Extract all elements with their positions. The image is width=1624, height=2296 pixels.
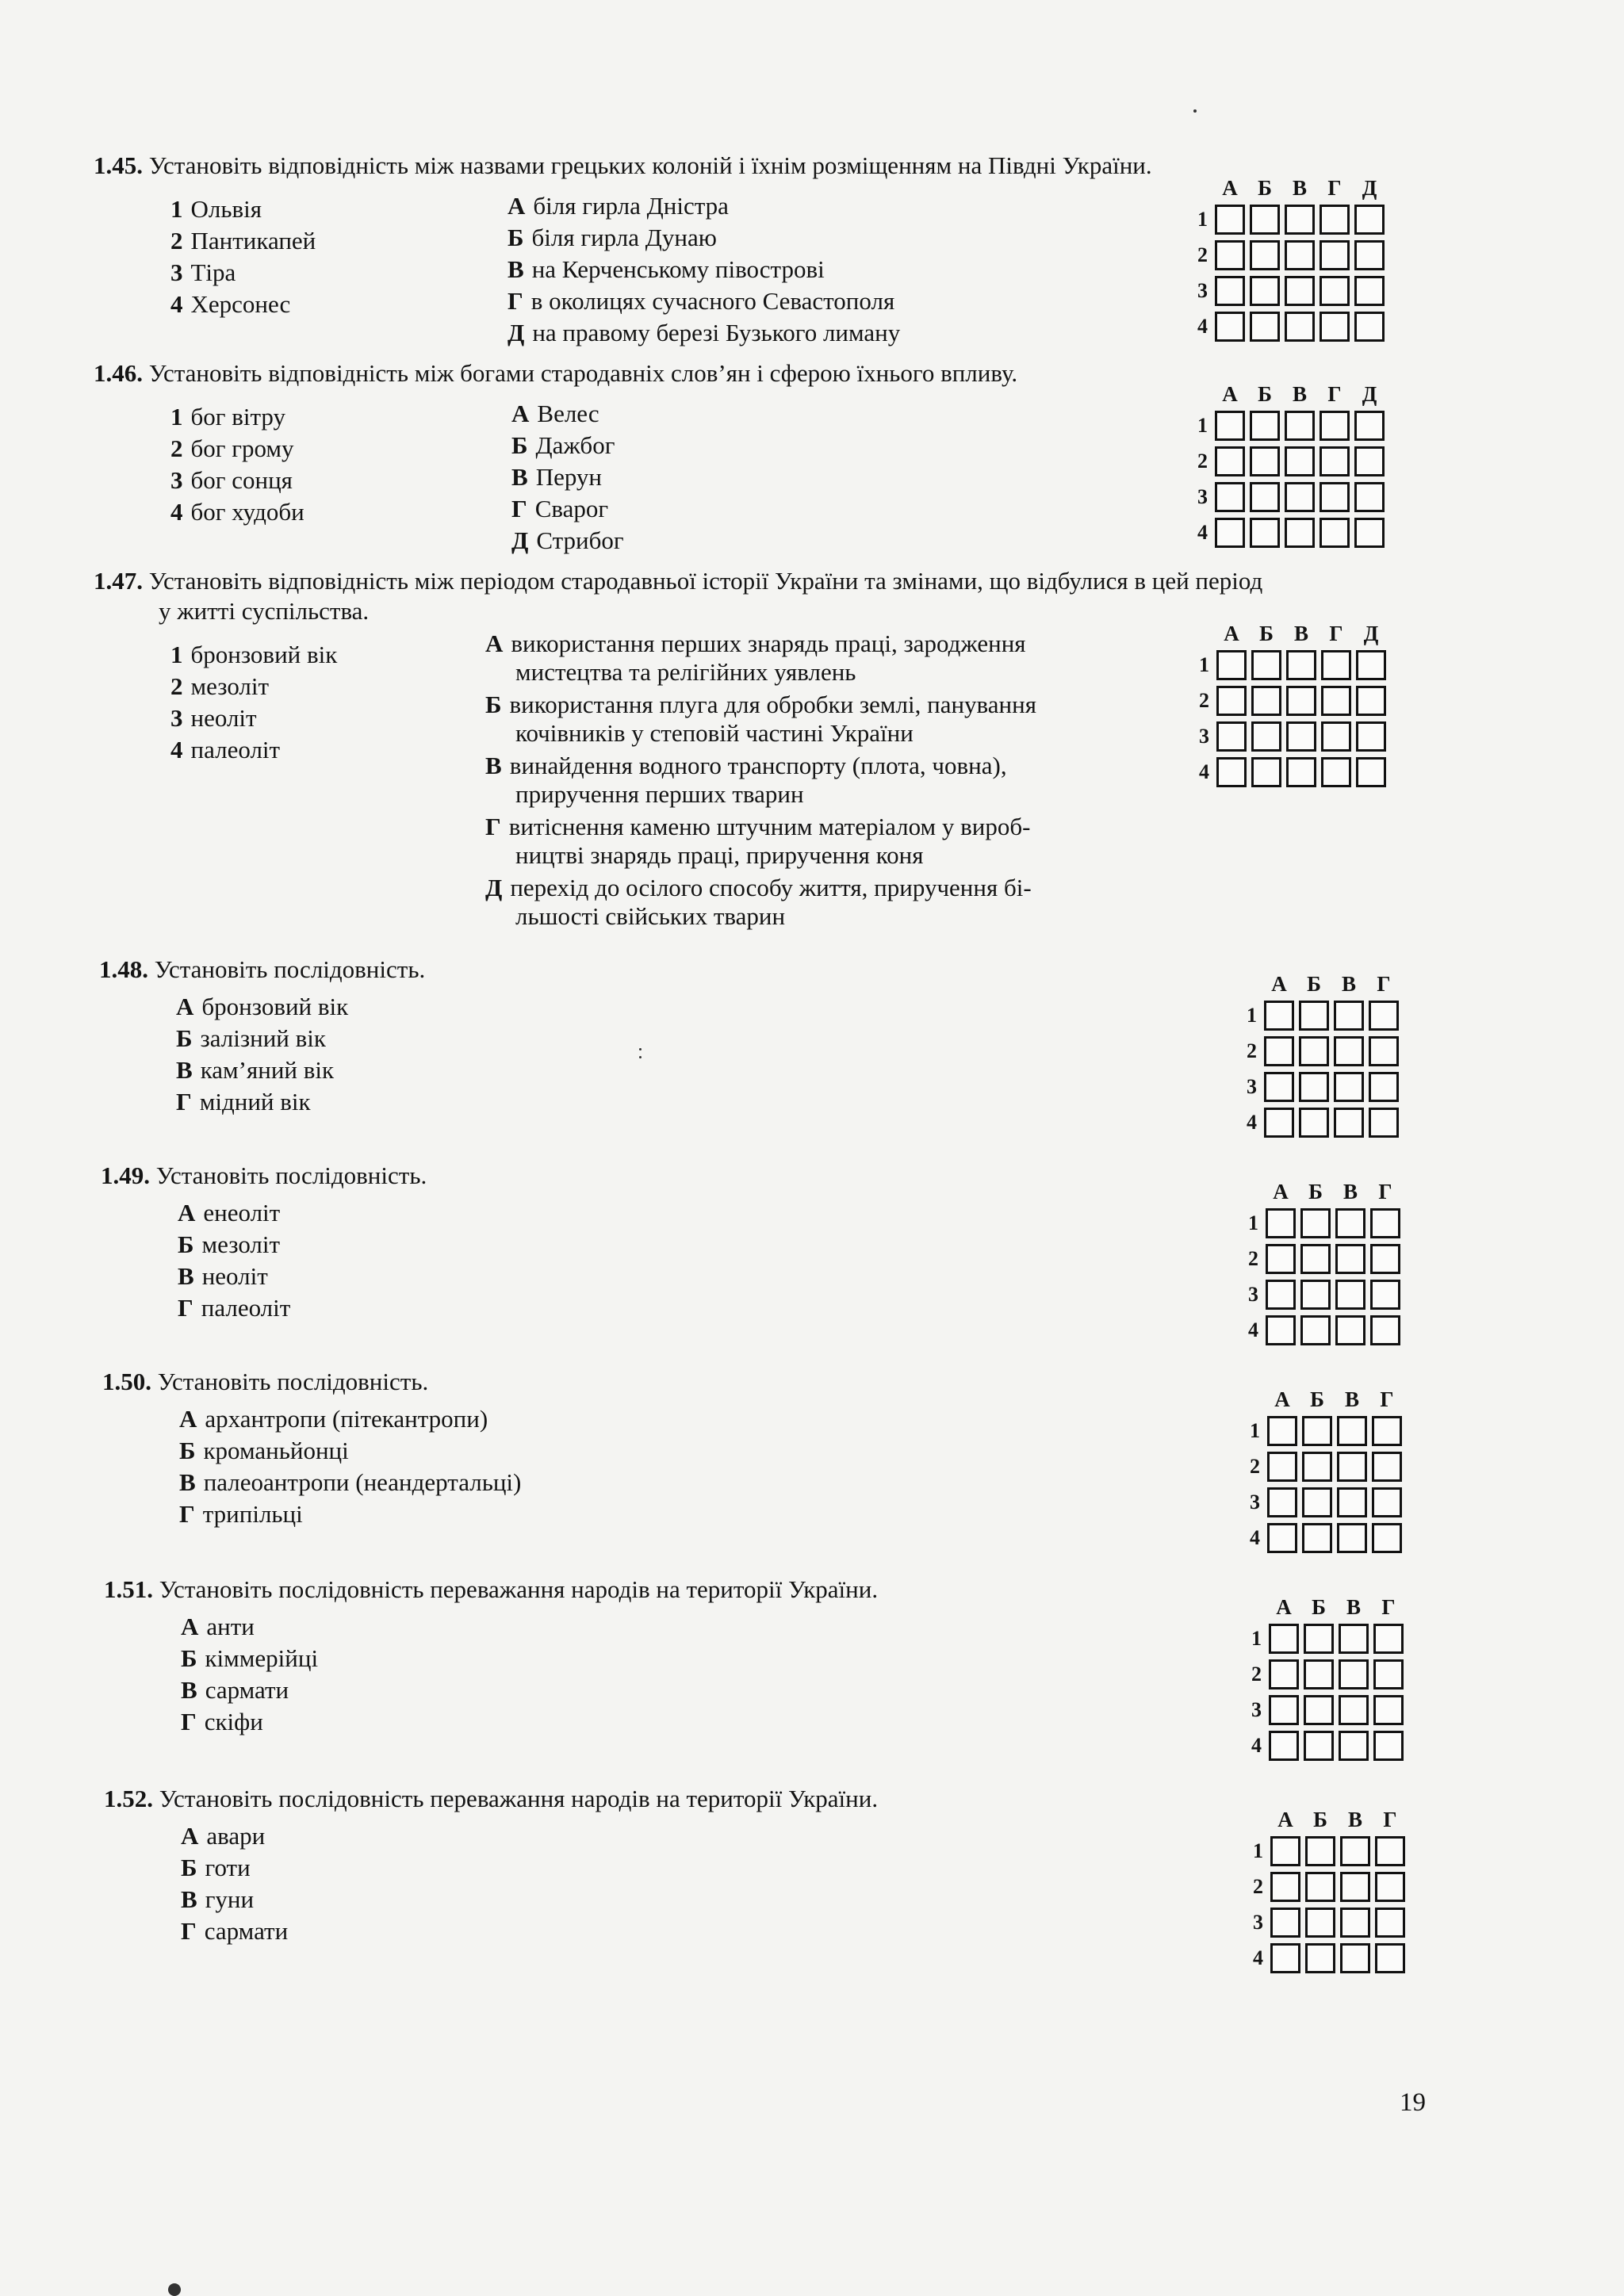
grid-row-label: 2	[1197, 243, 1208, 266]
grid-row-label: 2	[1250, 1455, 1260, 1478]
answer-cell[interactable]	[1369, 1072, 1399, 1102]
grid-column-label: А	[1277, 1808, 1293, 1831]
answer-cell[interactable]	[1373, 1731, 1404, 1761]
sequence-items	[181, 1820, 288, 1947]
question-stem	[104, 1784, 878, 1814]
answer-cell[interactable]	[1216, 650, 1247, 680]
sequence-items	[176, 991, 348, 1118]
answer-cell[interactable]	[1299, 1036, 1329, 1066]
grid-column-label: Б	[1312, 1595, 1326, 1619]
answer-cell[interactable]	[1267, 1523, 1297, 1553]
question-text: Установіть послідовність переважання народів на території України.	[159, 1785, 879, 1812]
list-item: 3 неоліт	[170, 704, 257, 732]
answer-cell[interactable]	[1250, 205, 1280, 235]
answer-cell[interactable]	[1286, 721, 1316, 752]
answer-cell[interactable]	[1335, 1280, 1365, 1310]
grid-column-label: А	[1222, 176, 1238, 200]
list-item: 2 мезоліт	[170, 672, 270, 700]
answer-cell[interactable]	[1334, 1036, 1364, 1066]
question-text: Установіть відповідність між періодом стародавньої історії України та змінами, що відбулися в цей період	[148, 567, 1263, 595]
grid-row-label: 4	[1251, 1734, 1262, 1757]
answer-cell[interactable]	[1267, 1452, 1297, 1482]
question-number: 1.45.	[94, 151, 143, 179]
question-stem	[94, 151, 1152, 181]
grid-column-label: В	[1292, 176, 1307, 200]
answer-cell[interactable]	[1320, 411, 1350, 441]
grid-column-label: Д	[1362, 176, 1377, 200]
grid-row-label: 4	[1248, 1318, 1258, 1341]
answer-cell[interactable]	[1334, 1001, 1364, 1031]
answer-cell[interactable]	[1369, 1108, 1399, 1138]
question-number: 1.47.	[94, 567, 143, 595]
grid-row-label: 3	[1197, 279, 1208, 302]
answer-cell[interactable]	[1251, 757, 1281, 787]
grid-row-label: 1	[1197, 208, 1208, 231]
list-item: 3 Тіра	[170, 258, 236, 286]
list-item: 2 Пантикапей	[170, 227, 316, 254]
question-text: Установіть послідовність.	[157, 1368, 429, 1395]
grid-column-label: В	[1293, 622, 1308, 645]
answer-cell[interactable]	[1251, 686, 1281, 716]
answer-cell[interactable]	[1339, 1731, 1369, 1761]
answer-cell[interactable]	[1373, 1659, 1404, 1689]
answer-cell[interactable]	[1337, 1523, 1367, 1553]
answer-cell[interactable]	[1354, 240, 1385, 270]
answer-cell[interactable]	[1216, 721, 1247, 752]
grid-column-label: Г	[1381, 1595, 1396, 1619]
list-item: В палеоантропи (неандертальці)	[179, 1468, 522, 1496]
answer-cell[interactable]	[1335, 1315, 1365, 1345]
option-item: А біля гирла Дністра	[508, 192, 729, 220]
answer-cell[interactable]	[1373, 1695, 1404, 1725]
answer-cell[interactable]	[1335, 1244, 1365, 1274]
left-column	[170, 193, 316, 320]
answer-cell[interactable]	[1299, 1001, 1329, 1031]
answer-cell[interactable]	[1216, 757, 1247, 787]
answer-cell[interactable]	[1337, 1416, 1367, 1446]
answer-cell[interactable]	[1269, 1659, 1299, 1689]
sequence-items	[179, 1403, 521, 1530]
answer-cell[interactable]	[1320, 518, 1350, 548]
option-item: В Перун	[511, 463, 603, 491]
answer-cell[interactable]	[1269, 1695, 1299, 1725]
list-item: 4 палеоліт	[170, 736, 281, 763]
option-item: Б біля гирла Дунаю	[508, 224, 717, 251]
answer-cell[interactable]	[1270, 1836, 1300, 1866]
grid-row-label: 1	[1253, 1839, 1263, 1862]
grid-column-label: Б	[1310, 1387, 1324, 1411]
answer-cell[interactable]	[1300, 1244, 1331, 1274]
answer-cell[interactable]	[1354, 312, 1385, 342]
answer-cell[interactable]	[1321, 721, 1351, 752]
question-stem	[94, 566, 1262, 626]
answer-cell[interactable]	[1370, 1244, 1400, 1274]
answer-cell[interactable]	[1375, 1908, 1405, 1938]
answer-cell[interactable]	[1320, 276, 1350, 306]
answer-cell[interactable]	[1302, 1523, 1332, 1553]
list-item: 3 бог сонця	[170, 466, 293, 494]
grid-row-label: 4	[1197, 315, 1208, 338]
grid-row-label: 1	[1250, 1419, 1260, 1442]
grid-column-label: В	[1346, 1595, 1361, 1619]
answer-cell[interactable]	[1321, 650, 1351, 680]
answer-cell[interactable]	[1375, 1836, 1405, 1866]
question-text: Установіть відповідність між богами стародавніх слов’ян і сферою їхнього впливу.	[148, 359, 1018, 387]
grid-row-label: 3	[1253, 1911, 1263, 1934]
answer-cell[interactable]	[1370, 1315, 1400, 1345]
option-item: Д Стрибог	[511, 526, 624, 554]
answer-cell[interactable]	[1320, 240, 1350, 270]
grid-column-label: В	[1342, 1180, 1358, 1203]
list-item: В неоліт	[178, 1262, 268, 1290]
list-item: Г палеоліт	[178, 1294, 291, 1322]
answer-cell[interactable]	[1267, 1416, 1297, 1446]
answer-cell[interactable]	[1215, 205, 1245, 235]
answer-cell[interactable]	[1372, 1452, 1402, 1482]
list-item: 4 Херсонес	[170, 290, 291, 318]
answer-cell[interactable]	[1354, 518, 1385, 548]
answer-cell[interactable]	[1305, 1836, 1335, 1866]
grid-column-label: А	[1222, 382, 1238, 406]
answer-cell[interactable]	[1266, 1280, 1296, 1310]
answer-cell[interactable]	[1354, 482, 1385, 512]
grid-row-label: 4	[1250, 1526, 1260, 1549]
grid-row-label: 1	[1251, 1627, 1262, 1650]
answer-cell[interactable]	[1264, 1108, 1294, 1138]
answer-cell[interactable]	[1340, 1943, 1370, 1973]
question-stem	[99, 955, 425, 985]
grid-row-label: 2	[1197, 450, 1208, 473]
answer-cell[interactable]	[1354, 276, 1385, 306]
question-text: Установіть послідовність переважання народів на території України.	[159, 1575, 879, 1603]
list-item: В гуни	[181, 1885, 255, 1913]
option-item: В винайдення водного транспорту (плота, човна), приручення перших тварин	[485, 752, 1007, 808]
grid-column-label: Д	[1362, 382, 1377, 406]
answer-cell[interactable]	[1215, 446, 1245, 476]
answer-cell[interactable]	[1369, 1001, 1399, 1031]
answer-cell[interactable]	[1266, 1315, 1296, 1345]
question-text: Установіть послідовність.	[154, 955, 426, 983]
answer-cell[interactable]	[1285, 312, 1315, 342]
grid-row-label: 4	[1247, 1111, 1257, 1134]
answer-cell[interactable]	[1337, 1487, 1367, 1517]
answer-cell[interactable]	[1300, 1208, 1331, 1238]
answer-cell[interactable]	[1375, 1872, 1405, 1902]
answer-cell[interactable]	[1269, 1624, 1299, 1654]
answer-cell[interactable]	[1321, 757, 1351, 787]
option-item: Г в околицях сучасного Севастополя	[508, 287, 895, 315]
question-stem	[102, 1367, 428, 1397]
answer-cell[interactable]	[1304, 1659, 1334, 1689]
grid-column-label: В	[1344, 1387, 1359, 1411]
grid-column-label: Б	[1313, 1808, 1327, 1831]
answer-cell[interactable]	[1215, 276, 1245, 306]
answer-cell[interactable]	[1354, 411, 1385, 441]
option-item: Д перехід до осілого способу життя, приручення бі- льшості свійських тварин	[485, 874, 1032, 930]
question-number: 1.46.	[94, 359, 143, 387]
grid-row-label: 2	[1247, 1039, 1257, 1062]
answer-cell[interactable]	[1266, 1244, 1296, 1274]
list-item: 1 бронзовий вік	[170, 641, 338, 668]
left-column	[170, 401, 304, 528]
answer-cell[interactable]	[1302, 1416, 1332, 1446]
answer-cell[interactable]	[1270, 1872, 1300, 1902]
answer-cell[interactable]	[1299, 1072, 1329, 1102]
option-item: А Велес	[511, 400, 599, 427]
answer-cell[interactable]	[1339, 1695, 1369, 1725]
question-text-continued: у житті суспільства.	[159, 597, 370, 625]
answer-cell[interactable]	[1340, 1836, 1370, 1866]
answer-cell[interactable]	[1300, 1315, 1331, 1345]
list-item: А енеоліт	[178, 1199, 281, 1226]
answer-cell[interactable]	[1285, 518, 1315, 548]
grid-row-label: 2	[1251, 1663, 1262, 1686]
answer-cell[interactable]	[1335, 1208, 1365, 1238]
grid-row-label: 3	[1251, 1698, 1262, 1721]
answer-cell[interactable]	[1302, 1452, 1332, 1482]
answer-cell[interactable]	[1251, 721, 1281, 752]
grid-column-label: Б	[1308, 1180, 1323, 1203]
answer-cell[interactable]	[1304, 1624, 1334, 1654]
answer-cell[interactable]	[1320, 312, 1350, 342]
page-number: 19	[1400, 2088, 1426, 2117]
grid-column-label: Б	[1258, 176, 1272, 200]
grid-column-label: Г	[1378, 1180, 1392, 1203]
grid-column-label: А	[1273, 1180, 1289, 1203]
grid-column-label: Г	[1377, 972, 1391, 996]
answer-cell[interactable]	[1369, 1036, 1399, 1066]
answer-cell[interactable]	[1267, 1487, 1297, 1517]
answer-cell[interactable]	[1304, 1695, 1334, 1725]
answer-cell[interactable]	[1286, 650, 1316, 680]
list-item: Г мідний вік	[176, 1088, 311, 1115]
grid-column-label: Г	[1383, 1808, 1397, 1831]
answer-cell[interactable]	[1356, 721, 1386, 752]
answer-cell[interactable]	[1264, 1072, 1294, 1102]
answer-cell[interactable]	[1299, 1108, 1329, 1138]
list-item: Б кроманьйонці	[179, 1437, 349, 1464]
answer-cell[interactable]	[1356, 757, 1386, 787]
grid-row-label: 1	[1199, 653, 1209, 676]
sequence-items	[178, 1197, 290, 1324]
option-item: Б Дажбог	[511, 431, 615, 459]
answer-cell[interactable]	[1304, 1731, 1334, 1761]
answer-cell[interactable]	[1286, 757, 1316, 787]
answer-cell[interactable]	[1305, 1908, 1335, 1938]
answer-cell[interactable]	[1286, 686, 1316, 716]
list-item: Б залізний вік	[176, 1024, 326, 1052]
answer-cell[interactable]	[1250, 276, 1280, 306]
answer-cell[interactable]	[1302, 1487, 1332, 1517]
answer-cell[interactable]	[1300, 1280, 1331, 1310]
sequence-items	[181, 1611, 318, 1738]
option-item: В на Керченському півострові	[508, 255, 825, 283]
answer-cell[interactable]	[1339, 1659, 1369, 1689]
question-text: Установіть послідовність.	[155, 1161, 427, 1189]
left-column	[170, 639, 337, 766]
list-item: А авари	[181, 1822, 266, 1850]
list-item: В кам’яний вік	[176, 1056, 335, 1084]
answer-cell[interactable]	[1356, 686, 1386, 716]
grid-row-label: 4	[1197, 521, 1208, 544]
answer-cell[interactable]	[1320, 205, 1350, 235]
scan-speck	[639, 1056, 642, 1058]
answer-cell[interactable]	[1215, 240, 1245, 270]
answer-cell[interactable]	[1285, 446, 1315, 476]
answer-cell[interactable]	[1305, 1943, 1335, 1973]
grid-column-label: Г	[1327, 382, 1342, 406]
option-item: А використання перших знарядь праці, зародження мистецтва та релігійних уявлень	[485, 629, 1026, 686]
grid-column-label: Б	[1258, 382, 1272, 406]
answer-cell[interactable]	[1334, 1108, 1364, 1138]
grid-row-label: 2	[1199, 689, 1209, 712]
grid-column-label: А	[1276, 1595, 1292, 1619]
grid-row-label: 3	[1197, 485, 1208, 508]
answer-cell[interactable]	[1373, 1624, 1404, 1654]
question-number: 1.52.	[104, 1785, 153, 1812]
answer-cell[interactable]	[1270, 1908, 1300, 1938]
answer-cell[interactable]	[1320, 482, 1350, 512]
answer-cell[interactable]	[1372, 1487, 1402, 1517]
grid-column-label: А	[1224, 622, 1239, 645]
answer-cell[interactable]	[1250, 411, 1280, 441]
answer-cell[interactable]	[1354, 446, 1385, 476]
answer-cell[interactable]	[1285, 205, 1315, 235]
grid-column-label: В	[1341, 972, 1356, 996]
answer-cell[interactable]	[1269, 1731, 1299, 1761]
right-column	[511, 398, 624, 557]
option-item: Д на правому березі Бузького лиману	[508, 319, 901, 346]
answer-cell[interactable]	[1340, 1908, 1370, 1938]
question-number: 1.49.	[101, 1161, 150, 1189]
grid-row-label: 1	[1248, 1211, 1258, 1234]
list-item: Г скіфи	[181, 1708, 263, 1735]
list-item: А анти	[181, 1613, 255, 1640]
answer-cell[interactable]	[1215, 482, 1245, 512]
answer-cell[interactable]	[1372, 1523, 1402, 1553]
answer-cell[interactable]	[1250, 482, 1280, 512]
question-text: Установіть відповідність між назвами грецьких колоній і їхнім розміщенням на Півдні України.	[148, 151, 1152, 179]
grid-column-label: А	[1271, 972, 1287, 996]
list-item: 2 бог грому	[170, 434, 294, 462]
answer-cell[interactable]	[1340, 1872, 1370, 1902]
list-item: Б мезоліт	[178, 1230, 281, 1258]
right-column	[485, 629, 1036, 935]
answer-cell[interactable]	[1356, 650, 1386, 680]
grid-column-label: Г	[1327, 176, 1342, 200]
answer-cell[interactable]	[1215, 518, 1245, 548]
answer-cell[interactable]	[1375, 1943, 1405, 1973]
answer-cell[interactable]	[1266, 1208, 1296, 1238]
answer-cell[interactable]	[1334, 1072, 1364, 1102]
answer-cell[interactable]	[1339, 1624, 1369, 1654]
grid-column-label: Г	[1380, 1387, 1394, 1411]
answer-cell[interactable]	[1215, 411, 1245, 441]
answer-cell[interactable]	[1285, 240, 1315, 270]
grid-column-label: Б	[1307, 972, 1321, 996]
option-item: Б використання плуга для обробки землі, панування кочівників у степовій частині України	[485, 691, 1036, 747]
right-column	[508, 190, 900, 349]
grid-row-label: 3	[1247, 1075, 1257, 1098]
answer-cell[interactable]	[1285, 276, 1315, 306]
grid-row-label: 1	[1247, 1004, 1257, 1027]
answer-cell[interactable]	[1372, 1416, 1402, 1446]
answer-cell[interactable]	[1250, 312, 1280, 342]
grid-row-label: 2	[1248, 1247, 1258, 1270]
list-item: Б готи	[181, 1854, 251, 1881]
list-item: Г сармати	[181, 1917, 289, 1945]
question-stem	[104, 1575, 878, 1605]
question-number: 1.48.	[99, 955, 148, 983]
answer-cell[interactable]	[1370, 1208, 1400, 1238]
answer-cell[interactable]	[1285, 411, 1315, 441]
answer-cell[interactable]	[1264, 1001, 1294, 1031]
scan-speck	[1193, 109, 1197, 113]
list-item: 1 Ольвія	[170, 195, 262, 223]
grid-column-label: В	[1347, 1808, 1362, 1831]
answer-cell[interactable]	[1250, 446, 1280, 476]
answer-cell[interactable]	[1305, 1872, 1335, 1902]
answer-cell[interactable]	[1354, 205, 1385, 235]
grid-column-label: Д	[1363, 622, 1379, 645]
grid-row-label: 3	[1250, 1490, 1260, 1513]
list-item: В сармати	[181, 1676, 289, 1704]
question-number: 1.50.	[102, 1368, 151, 1395]
grid-row-label: 3	[1199, 725, 1209, 748]
grid-column-label: Г	[1329, 622, 1343, 645]
list-item: А архантропи (пітекантропи)	[179, 1405, 488, 1433]
answer-cell[interactable]	[1337, 1452, 1367, 1482]
option-item: Г витіснення каменю штучним матеріалом у вироб- ництві знарядь праці, приручення коня	[485, 813, 1031, 869]
answer-cell[interactable]	[1251, 650, 1281, 680]
grid-row-label: 3	[1248, 1283, 1258, 1306]
question-stem	[101, 1161, 427, 1191]
list-item: 4 бог худоби	[170, 498, 304, 526]
grid-column-label: В	[1292, 382, 1307, 406]
answer-cell[interactable]	[1250, 518, 1280, 548]
answer-cell[interactable]	[1264, 1036, 1294, 1066]
question-stem	[94, 358, 1017, 388]
list-item: Г трипільці	[179, 1500, 303, 1528]
answer-cell[interactable]	[1250, 240, 1280, 270]
answer-cell[interactable]	[1321, 686, 1351, 716]
question-number: 1.51.	[104, 1575, 153, 1603]
answer-cell[interactable]	[1285, 482, 1315, 512]
grid-row-label: 4	[1253, 1946, 1263, 1969]
grid-column-label: А	[1274, 1387, 1290, 1411]
grid-row-label: 1	[1197, 414, 1208, 437]
option-item: Г Сварог	[511, 495, 609, 522]
answer-cell[interactable]	[1216, 686, 1247, 716]
scan-speck	[168, 2283, 181, 2296]
list-item: 1 бог вітру	[170, 403, 286, 430]
grid-row-label: 2	[1253, 1875, 1263, 1898]
answer-cell[interactable]	[1370, 1280, 1400, 1310]
grid-row-label: 4	[1199, 760, 1209, 783]
answer-cell[interactable]	[1270, 1943, 1300, 1973]
answer-cell[interactable]	[1320, 446, 1350, 476]
list-item: А бронзовий вік	[176, 993, 349, 1020]
list-item: Б кіммерійці	[181, 1644, 319, 1672]
answer-cell[interactable]	[1215, 312, 1245, 342]
grid-column-label: Б	[1259, 622, 1274, 645]
scan-speck	[639, 1048, 642, 1050]
